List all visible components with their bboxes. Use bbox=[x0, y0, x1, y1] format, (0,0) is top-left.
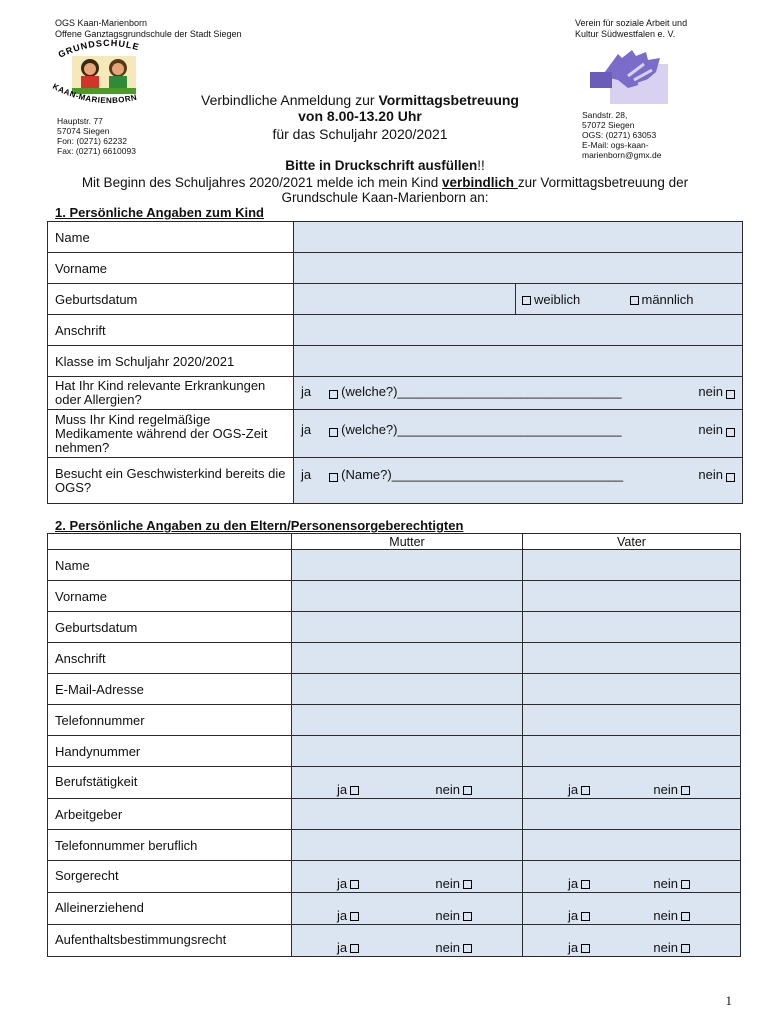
page-number: 1 bbox=[725, 993, 732, 1008]
label-nein: nein bbox=[653, 876, 678, 891]
school-address bbox=[57, 116, 136, 156]
address-line: Sandstr. 28, bbox=[582, 110, 628, 120]
mother-phone-field[interactable] bbox=[292, 705, 523, 736]
table-row bbox=[48, 767, 741, 799]
label-alleinerziehend: Alleinerziehend bbox=[48, 893, 292, 925]
label-geburtsdatum: Geburtsdatum bbox=[48, 284, 294, 315]
checkbox-father-beruf-ja[interactable] bbox=[581, 786, 590, 795]
checkbox-geschwister-nein[interactable] bbox=[726, 473, 735, 482]
label-geschwister: Besucht ein Geschwisterkind bereits die OGS? bbox=[48, 458, 294, 504]
address-line: Fon: (0271) 62232 bbox=[57, 136, 127, 146]
label-telefon: Telefonnummer bbox=[48, 705, 292, 736]
association-logo bbox=[588, 50, 670, 106]
father-work-phone-field[interactable] bbox=[523, 830, 741, 861]
father-mobile-field[interactable] bbox=[523, 736, 741, 767]
address-line: OGS: (0271) 63053 bbox=[582, 130, 657, 140]
label-maennlich: männlich bbox=[641, 291, 694, 307]
checkbox-mother-aufenthalt-ja[interactable] bbox=[350, 944, 359, 953]
label-klasse: Klasse im Schuljahr 2020/2021 bbox=[48, 346, 294, 377]
title-school-year: für das Schuljahr 2020/2021 bbox=[272, 126, 448, 142]
header-right bbox=[575, 18, 687, 40]
label-name: Name bbox=[48, 550, 292, 581]
checkbox-father-allein-nein[interactable] bbox=[681, 912, 690, 921]
label-anschrift: Anschrift bbox=[48, 315, 294, 346]
label-ja: ja bbox=[337, 940, 348, 955]
child-address-field[interactable] bbox=[294, 315, 743, 346]
checkbox-allergien-ja[interactable] bbox=[329, 390, 338, 399]
label-sorgerecht: Sorgerecht bbox=[48, 861, 292, 893]
header-mutter: Mutter bbox=[292, 534, 523, 550]
table-row bbox=[48, 736, 741, 767]
label-geburtsdatum: Geburtsdatum bbox=[48, 612, 292, 643]
father-address-field[interactable] bbox=[523, 643, 741, 674]
table-row bbox=[48, 410, 743, 458]
address-line: Fax: (0271) 6610093 bbox=[57, 146, 136, 156]
checkbox-mother-beruf-ja[interactable] bbox=[350, 786, 359, 795]
mother-custody-cell bbox=[292, 861, 523, 893]
label-ja: ja bbox=[568, 940, 579, 955]
org-name: OGS Kaan-Marienborn bbox=[55, 18, 148, 28]
label-handy: Handynummer bbox=[48, 736, 292, 767]
checkbox-allergien-nein[interactable] bbox=[726, 390, 735, 399]
checkbox-father-aufenthalt-ja[interactable] bbox=[581, 944, 590, 953]
label-tel-beruf: Telefonnummer beruflich bbox=[48, 830, 292, 861]
print-instruction bbox=[0, 158, 770, 173]
table-row bbox=[48, 830, 741, 861]
father-name-field[interactable] bbox=[523, 550, 741, 581]
table-row bbox=[48, 674, 741, 705]
father-birthdate-field[interactable] bbox=[523, 612, 741, 643]
checkbox-mother-aufenthalt-nein[interactable] bbox=[463, 944, 472, 953]
mother-birthdate-field[interactable] bbox=[292, 612, 523, 643]
label-anschrift: Anschrift bbox=[48, 643, 292, 674]
label-nein: nein bbox=[653, 908, 678, 923]
father-email-field[interactable] bbox=[523, 674, 741, 705]
header-blank bbox=[48, 534, 292, 550]
table-row bbox=[48, 222, 743, 253]
logo-top-text: GRUNDSCHULE bbox=[56, 38, 141, 60]
checkbox-mother-beruf-nein[interactable] bbox=[463, 786, 472, 795]
association-name: Verein für soziale Arbeit und bbox=[575, 18, 688, 28]
table-row bbox=[48, 893, 741, 925]
child-name-field[interactable] bbox=[294, 222, 743, 253]
checkbox-medikamente-ja[interactable] bbox=[329, 428, 338, 437]
checkbox-father-beruf-nein[interactable] bbox=[681, 786, 690, 795]
mother-employer-field[interactable] bbox=[292, 799, 523, 830]
mother-mobile-field[interactable] bbox=[292, 736, 523, 767]
address-line: 57074 Siegen bbox=[57, 126, 110, 136]
logo-bottom-text: KAAN-MARIENBORN bbox=[51, 81, 139, 106]
label-nein: nein bbox=[435, 876, 460, 891]
father-single-parent-cell bbox=[523, 893, 741, 925]
table-row bbox=[48, 346, 743, 377]
label-nein: nein bbox=[653, 940, 678, 955]
table-row bbox=[48, 612, 741, 643]
label-vorname: Vorname bbox=[48, 581, 292, 612]
intro-line2: Grundschule Kaan-Marienborn an: bbox=[281, 190, 489, 205]
checkbox-father-sorgerecht-ja[interactable] bbox=[581, 880, 590, 889]
medication-cell bbox=[294, 410, 743, 458]
checkbox-mother-sorgerecht-ja[interactable] bbox=[350, 880, 359, 889]
table-row bbox=[48, 705, 741, 736]
section-1-title: 1. Persönliche Angaben zum Kind bbox=[55, 205, 264, 220]
label-email: E-Mail-Adresse bbox=[48, 674, 292, 705]
label-ja: ja bbox=[568, 782, 579, 797]
mother-single-parent-cell bbox=[292, 893, 523, 925]
org-subtitle: Offene Ganztagsgrundschule der Stadt Siegen bbox=[55, 29, 242, 39]
label-ja: ja bbox=[337, 876, 348, 891]
checkbox-geschwister-ja[interactable] bbox=[329, 473, 338, 482]
table-row bbox=[48, 643, 741, 674]
label-nein: nein bbox=[653, 782, 678, 797]
form-title bbox=[150, 92, 570, 142]
address-line: marienborn@gmx.de bbox=[582, 150, 662, 160]
intro-text bbox=[40, 175, 730, 205]
intro-emphasis: verbindlich bbox=[442, 175, 518, 190]
association-subtitle: Kultur Südwestfalen e. V. bbox=[575, 29, 676, 39]
sibling-cell bbox=[294, 458, 743, 504]
parents-info-table bbox=[47, 533, 741, 957]
checkbox-mother-allein-nein[interactable] bbox=[463, 912, 472, 921]
label-nein: nein bbox=[435, 940, 460, 955]
table-row bbox=[48, 799, 741, 830]
table-row bbox=[48, 458, 743, 504]
label-weiblich: weiblich bbox=[534, 291, 581, 307]
section-2-title: 2. Persönliche Angaben zu den Eltern/Personensorgeberechtigten bbox=[55, 518, 464, 533]
address-line: Hauptstr. 77 bbox=[57, 116, 103, 126]
label-beruf: Berufstätigkeit bbox=[48, 767, 292, 799]
label-ja: ja bbox=[301, 384, 312, 399]
label-nein: nein bbox=[698, 384, 723, 399]
gender-cell bbox=[516, 284, 743, 315]
checkbox-maennlich[interactable] bbox=[630, 296, 639, 305]
label-ja: ja bbox=[301, 466, 312, 482]
table-header-row bbox=[48, 534, 741, 550]
table-row bbox=[48, 253, 743, 284]
checkbox-mother-sorgerecht-nein[interactable] bbox=[463, 880, 472, 889]
mother-work-phone-field[interactable] bbox=[292, 830, 523, 861]
checkbox-father-allein-ja[interactable] bbox=[581, 912, 590, 921]
child-info-table bbox=[47, 221, 743, 504]
child-birthdate-field[interactable] bbox=[294, 284, 516, 315]
print-instruction-bold: Bitte in Druckschrift ausfüllen bbox=[285, 158, 478, 173]
title-prefix: Verbindliche Anmeldung zur bbox=[201, 92, 379, 108]
address-line: E-Mail: ogs-kaan- bbox=[582, 140, 649, 150]
child-class-field[interactable] bbox=[294, 346, 743, 377]
label-ja: ja bbox=[301, 422, 312, 437]
checkbox-weiblich[interactable] bbox=[522, 296, 531, 305]
mother-address-field[interactable] bbox=[292, 643, 523, 674]
label-nein: nein bbox=[698, 466, 723, 482]
mother-email-field[interactable] bbox=[292, 674, 523, 705]
mother-name-field[interactable] bbox=[292, 550, 523, 581]
father-employer-field[interactable] bbox=[523, 799, 741, 830]
table-row bbox=[48, 315, 743, 346]
allergies-input[interactable]: (welche?)_______________________________ bbox=[341, 384, 622, 399]
label-ja: ja bbox=[337, 782, 348, 797]
table-row bbox=[48, 925, 741, 957]
table-row bbox=[48, 550, 741, 581]
title-emphasis: Vormittagsbetreuung bbox=[378, 92, 519, 108]
medication-input[interactable]: (welche?)_______________________________ bbox=[341, 422, 622, 437]
header-vater: Vater bbox=[523, 534, 741, 550]
child-firstname-field[interactable] bbox=[294, 253, 743, 284]
checkbox-father-aufenthalt-nein[interactable] bbox=[681, 944, 690, 953]
label-nein: nein bbox=[435, 782, 460, 797]
label-nein: nein bbox=[698, 422, 723, 437]
print-instruction-suffix: !! bbox=[477, 158, 485, 173]
father-phone-field[interactable] bbox=[523, 705, 741, 736]
header-left bbox=[55, 18, 241, 40]
mother-residence-cell bbox=[292, 925, 523, 957]
label-ja: ja bbox=[337, 908, 348, 923]
label-medikamente: Muss Ihr Kind regelmäßige Medikamente während der OGS-Zeit nehmen? bbox=[48, 410, 294, 458]
label-allergien: Hat Ihr Kind relevante Erkrankungen oder Allergien? bbox=[48, 377, 294, 410]
address-line: 57072 Siegen bbox=[582, 120, 635, 130]
label-vorname: Vorname bbox=[48, 253, 294, 284]
intro-part: zur Vormittagsbetreuung der bbox=[517, 175, 689, 190]
association-address bbox=[582, 110, 662, 160]
checkbox-mother-allein-ja[interactable] bbox=[350, 912, 359, 921]
label-name: Name bbox=[48, 222, 294, 253]
label-arbeitgeber: Arbeitgeber bbox=[48, 799, 292, 830]
intro-part: Mit Beginn des Schuljahres 2020/2021 melde ich mein Kind bbox=[81, 175, 443, 190]
sibling-name-input[interactable]: (Name?)________________________________ bbox=[341, 466, 624, 482]
father-firstname-field[interactable] bbox=[523, 581, 741, 612]
allergies-cell bbox=[294, 377, 743, 410]
title-hours: von 8.00-13.20 Uhr bbox=[298, 108, 422, 124]
table-row bbox=[48, 284, 743, 315]
mother-firstname-field[interactable] bbox=[292, 581, 523, 612]
father-custody-cell bbox=[523, 861, 741, 893]
father-employment-cell bbox=[523, 767, 741, 799]
label-aufenthalt: Aufenthaltsbestimmungsrecht bbox=[48, 925, 292, 957]
table-row bbox=[48, 377, 743, 410]
label-nein: nein bbox=[435, 908, 460, 923]
mother-employment-cell bbox=[292, 767, 523, 799]
checkbox-father-sorgerecht-nein[interactable] bbox=[681, 880, 690, 889]
table-row bbox=[48, 581, 741, 612]
label-ja: ja bbox=[568, 876, 579, 891]
father-residence-cell bbox=[523, 925, 741, 957]
table-row bbox=[48, 861, 741, 893]
label-ja: ja bbox=[568, 908, 579, 923]
checkbox-medikamente-nein[interactable] bbox=[726, 428, 735, 437]
